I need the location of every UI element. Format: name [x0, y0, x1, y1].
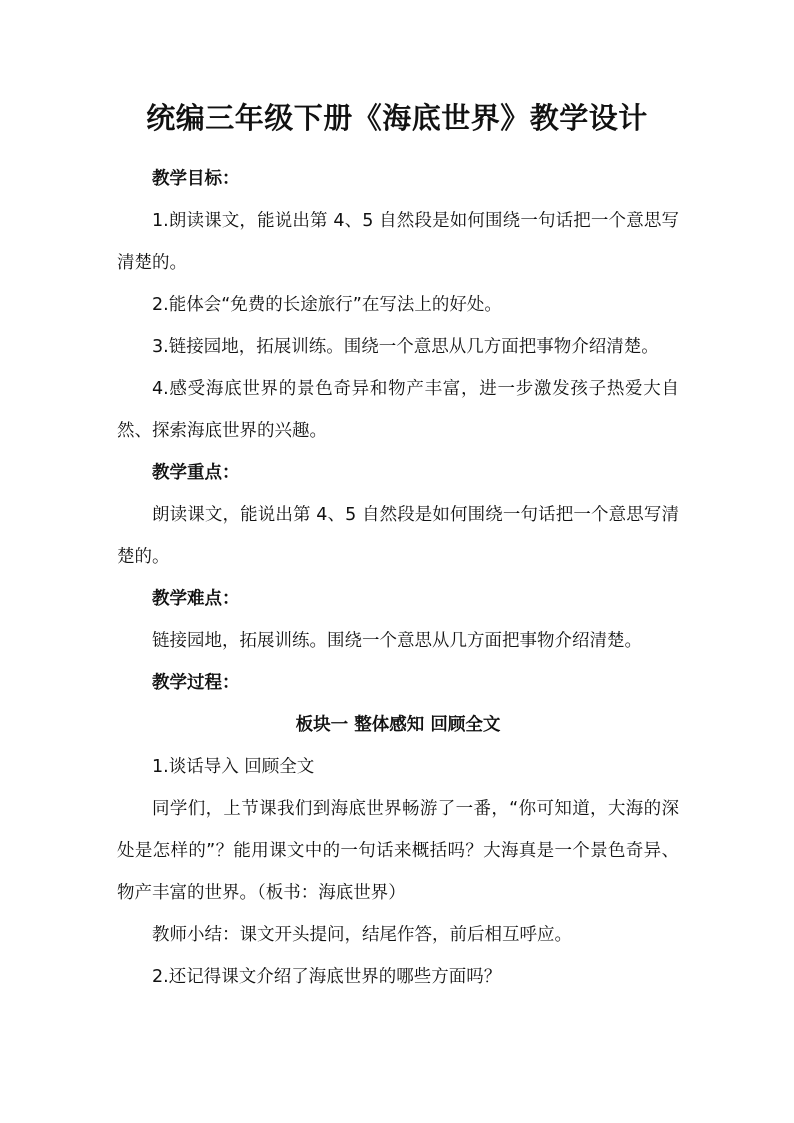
objectives-heading: 教学目标：	[152, 169, 240, 189]
process-heading: 教学过程：	[152, 673, 240, 693]
objective-item-2: 2.能体会“免费的长途旅行”在写法上的好处。	[152, 295, 502, 315]
difficulty-text: 链接园地，拓展训练。围绕一个意思从几方面把事物介绍清楚。	[152, 631, 642, 651]
process-paragraph-4: 2.还记得课文介绍了海底世界的哪些方面吗？	[152, 967, 502, 987]
document-body	[117, 158, 679, 998]
process-paragraph-3: 教师小结：课文开头提问，结尾作答，前后相互呼应。	[152, 925, 572, 945]
objective-item-4: 4.感受海底世界的景色奇异和物产丰富，进一步激发孩子热爱大自然、探索海底世界的兴趣。	[117, 379, 679, 441]
difficulty-heading: 教学难点：	[152, 589, 240, 609]
process-paragraph-2: 同学们，上节课我们到海底世界畅游了一番，“你可知道，大海的深处是怎样的”？能用课文中的一句话来概括吗？大海真是一个景色奇异、物产丰富的世界。（板书：海底世界）	[117, 799, 679, 903]
document-title: 统编三年级下册《海底世界》教学设计	[146, 101, 648, 135]
process-paragraph-1: 1.谈话导入 回顾全文	[152, 757, 315, 777]
key-point-text: 朗读课文，能说出第 4、5 自然段是如何围绕一句话把一个意思写清楚的。	[117, 505, 679, 567]
section-title: 板块一 整体感知 回顾全文	[295, 715, 501, 735]
objective-item-3: 3.链接园地，拓展训练。围绕一个意思从几方面把事物介绍清楚。	[152, 337, 659, 357]
key-point-heading: 教学重点：	[152, 463, 240, 483]
objective-item-1: 1.朗读课文，能说出第 4、5 自然段是如何围绕一句话把一个意思写清楚的。	[117, 211, 679, 273]
